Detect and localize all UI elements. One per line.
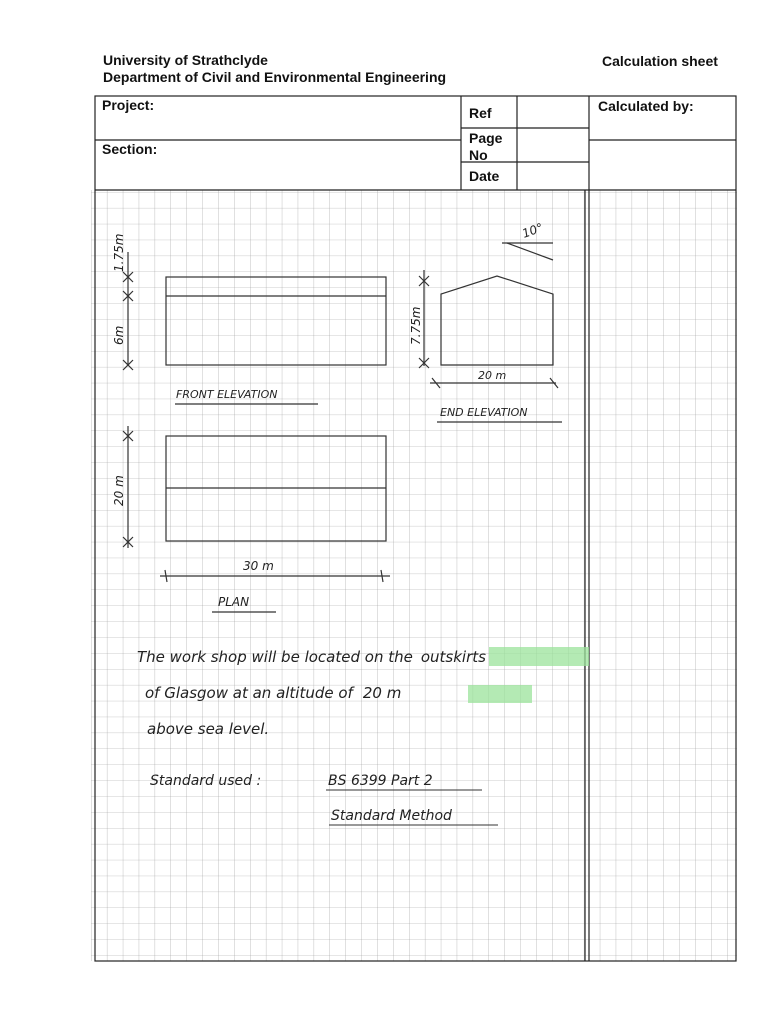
- section-label: Section:: [102, 141, 158, 157]
- dim-end-height: 7.75m: [409, 306, 423, 345]
- front-elevation-caption: FRONT ELEVATION: [176, 388, 278, 401]
- plan-caption: PLAN: [218, 595, 250, 609]
- university-name: University of Strathclyde: [103, 52, 268, 68]
- standard-method: Standard Method: [331, 808, 452, 824]
- highlight-outskirts: [489, 647, 589, 666]
- department-name: Department of Civil and Environmental Engineering: [103, 69, 447, 85]
- highlight-altitude: [468, 685, 532, 703]
- page-no-label: [469, 130, 502, 164]
- standard-value: BS 6399 Part 2: [328, 773, 433, 789]
- ref-label: Ref: [469, 105, 492, 121]
- note-line-3: above sea level.: [147, 720, 270, 738]
- note-line-2: of Glasgow at an altitude of 20 m: [145, 684, 402, 702]
- dim-plan-depth: 20 m: [112, 475, 126, 506]
- end-elevation-caption: END ELEVATION: [440, 406, 528, 419]
- date-label: Date: [469, 168, 500, 184]
- sheet-title: Calculation sheet: [602, 53, 718, 69]
- page-label: Page: [469, 130, 503, 146]
- dim-front-top: 1.75m: [112, 233, 126, 272]
- project-label: Project:: [102, 97, 155, 113]
- roof-angle-label: 10°: [520, 220, 546, 241]
- dim-end-width: 20 m: [478, 369, 507, 382]
- standard-label: Standard used :: [150, 773, 262, 789]
- dim-plan-length: 30 m: [243, 559, 274, 573]
- calculated-by-label: Calculated by:: [598, 98, 694, 114]
- note-line-1: The work shop will be located on the outskirts: [137, 648, 486, 666]
- dim-front-main: 6m: [112, 325, 126, 345]
- page-no-text: No: [469, 147, 488, 163]
